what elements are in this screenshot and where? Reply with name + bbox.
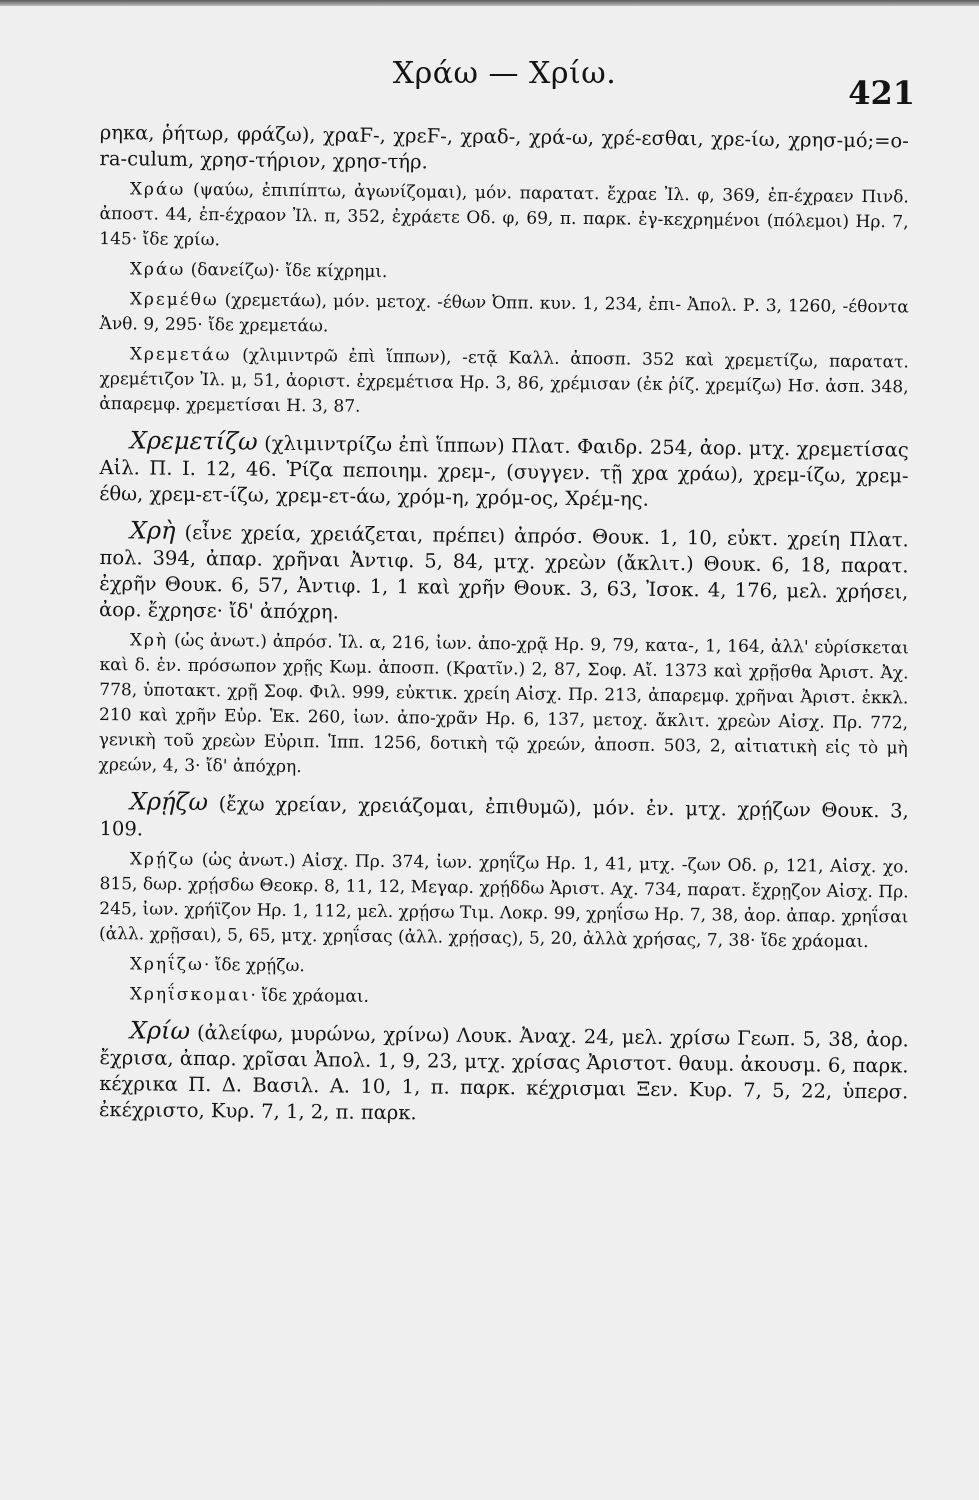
dictionary-entry — [99, 788, 909, 850]
page-number: 421 — [848, 74, 915, 112]
page-header — [100, 52, 915, 114]
entry-text: (δανείζω)· ἴδε κίχρημι. — [190, 259, 388, 283]
entry-headword: Χράω — [129, 179, 186, 200]
dictionary-entry — [99, 287, 908, 345]
entry-headword: Χρῄζω — [129, 787, 209, 817]
entry-text: · ἴδε χράομαι. — [250, 985, 370, 1007]
dictionary-entry — [100, 982, 909, 1015]
dictionary-entry — [99, 1017, 909, 1131]
dictionary-entry — [99, 120, 909, 180]
entry-text: (χλιμιντρῶ ἐπὶ ἵππων), -ετᾷ Καλλ. ἀποσπ. 352 καὶ χρεμετίζω, παρατατ. χρεμέτιζον Ἰλ. μ, 51, ἀοριστ. ἐχρεμέτισα Ηρ. 3, 86, χρέμισαν (ἐκ ῥίζ. χρεμίζω) Ησ. ἀσπ. 348, ἀπαρεμφ. χρεμετίσαι Η. 3, 87. — [99, 345, 909, 417]
entry-headword: Χρηΐζω — [129, 954, 205, 976]
entry-text: (χρεμετάω), μόν. μετοχ. -έθων Ὀππ. κυν. 1, 234, ἐπι- Ἀπολ. Ρ. 3, 1260, -έθοντα Ἀνθ. 9, 295· ἴδε χρεμετάω. — [99, 290, 909, 337]
dictionary-entry — [99, 427, 909, 515]
entry-headword: Χρῄζω — [129, 849, 196, 870]
entry-headword: Χρεμετίζω — [129, 426, 258, 456]
entry-headword: Χρεμέθω — [129, 289, 219, 311]
entry-text: ρηκα, ῥήτωρ, φράζω), χραϜ-, χρεϜ-, χραδ-, χρά-ω, χρέ-εσθαι, χρε-ίω, χρησ-μό;=o-ra-culum, χρησ-τήριον, χρησ-τήρ. — [99, 120, 909, 174]
entry-headword: Χρηΐσκομαι — [129, 984, 251, 1006]
entry-headword: Χράω — [129, 259, 186, 280]
dictionary-entry — [100, 257, 909, 290]
entry-text: (ψαύω, ἐπιπίπτω, ἀγωνίζομαι), μόν. παρατατ. ἔχραε Ἰλ. φ, 369, ἐπ-έχραεν Πινδ. ἀποστ. 44, ἐπ-έχραον Ἰλ. π, 352, ἐχράετε Οδ. φ, 69, π. παρκ. ἐγ-κεχρημένοι (πόλεμοι) Ηρ. 7, 145· ἴδε χρίω. — [99, 179, 909, 251]
dictionary-entry — [99, 342, 909, 425]
dictionary-entry — [99, 847, 909, 955]
running-head: Χράω — Χρίω. — [392, 56, 617, 91]
dictionary-entry — [99, 517, 909, 631]
entry-text: (ὡς ἀνωτ.) ἀπρόσ. Ἰλ. α, 216, ἰων. ἀπο-χρᾷ Ηρ. 9, 79, κατα-, 1, 164, ἀλλ' εὑρίσκεται καὶ δ. ἑν. πρόσωπον χρῇς Κωμ. ἀποσπ. (Κρατῖν.) 2, 87, Σοφ. Αἴ. 1373 καὶ χρῇσθα Ἀριστ. Ἀχ. 778, ὑποτακτ. χρῇ Σοφ. Φιλ. 999, εὐκτικ. χρείη Αἰσχ. Πρ. 213, ἀπαρεμφ. χρῆναι Ἀριστ. ἐκκλ. 210 καὶ χρῆν Εὐρ. Ἑκ. 260, ἰων. ἀπο-χρᾶν Ηρ. 6, 137, μετοχ. ἄκλιτ. χρεὼν Αἰσχ. Πρ. 772, γενικὴ τοῦ χρεὼν Εὐριπ. Ἱππ. 1256, δοτικὴ τῷ χρεών, ἀποσπ. 503, 2, αἰτιατικὴ εἰς τὸ μὴ χρεών, 4, 3· ἴδ' ἀπόχρη. — [98, 630, 909, 778]
entry-text: (ἀλείφω, μυρώνω, χρίνω) Λουκ. Ἀναχ. 24, μελ. χρίσω Γεωπ. 5, 38, ἀορ. ἔχρισα, ἀπαρ. χρῖσαι Ἀπολ. 1, 9, 23, μτχ. χρίσας Ἀριστοτ. θαυμ. ἀκουσμ. 6, παρκ. κέχρικα Π. Δ. Βασιλ. Α. 10, 1, π. παρκ. κέχρισμαι Ξεν. Κυρ. 7, 5, 22, ὑπερσ. ἐκέχριστο, Κυρ. 7, 1, 2, π. παρκ. — [98, 1021, 909, 1125]
entry-headword: Χρὴ — [129, 516, 176, 545]
dictionary-entry — [99, 177, 909, 260]
entry-text: (εἶνε χρεία, χρειάζεται, πρέπει) ἀπρόσ. Θουκ. 1, 10, εὐκτ. χρείη Πλατ. πολ. 394, ἀπαρ. χρῆναι Ἀντιφ. 5, 84, μτχ. χρεὼν (ἄκλιτ.) Θουκ. 6, 18, παρατ. ἐχρῆν Θουκ. 6, 57, Ἀντιφ. 1, 1 καὶ χρῆν Θουκ. 3, 63, Ἰσοκ. 4, 176, μελ. χρήσει, ἀορ. ἔχρησε· ἴδ' ἀπόχρη. — [98, 520, 909, 624]
entry-text: · ἴδε χρῄζω. — [203, 955, 305, 977]
dictionary-entry — [100, 952, 909, 985]
entry-text: (χλιμιντρίζω ἐπὶ ἵππων) Πλατ. Φαιδρ. 254, ἀορ. μτχ. χρεμετίσας Αἰλ. Π. Ι. 12, 46. Ῥίζα πεποιημ. χρεμ-, (συγγεν. τῇ χρα χράω), χρεμ-ίζω, χρεμ-έθω, χρεμ-ετ-ίζω, χρεμ-ετ-άω, χρόμ-η, χρόμ-ος, Χρέμ-ης. — [99, 431, 909, 511]
entry-headword: Χρεμετάω — [129, 344, 232, 366]
entry-headword: Χρίω — [129, 1016, 191, 1045]
entry-text: (ὡς ἀνωτ.) Αἰσχ. Πρ. 374, ἰων. χρηΐζω Ηρ. 1, 41, μτχ. -ζων Οδ. ρ, 121, Αἰσχ. χο. 815, δωρ. χρῄσδω Θεοκρ. 8, 11, 12, Μεγαρ. χρῄδδω Ἀριστ. Αχ. 734, παρατ. ἔχρῃζον Αἰσχ. Πρ. 245, ἰων. χρήϊζον Ηρ. 1, 112, μελ. χρῄσω Τιμ. Λοκρ. 99, χρηΐσω Ηρ. 7, 38, ἀορ. ἀπαρ. χρηΐσαι (ἀλλ. χρῇσαι), 5, 65, μτχ. χρηΐσας (ἀλλ. χρῄσας), 5, 20, ἀλλὰ χρήσας, 7, 38· ἴδε χράομαι. — [98, 850, 909, 953]
page-top-edge — [0, 0, 979, 6]
entry-headword: Χρὴ — [129, 630, 169, 651]
entry-text: (ἔχω χρείαν, χρειάζομαι, ἐπιθυμῶ), μόν. ἐν. μτχ. χρῄζων Θουκ. 3, 109. — [99, 792, 909, 841]
dictionary-entry — [98, 628, 909, 786]
